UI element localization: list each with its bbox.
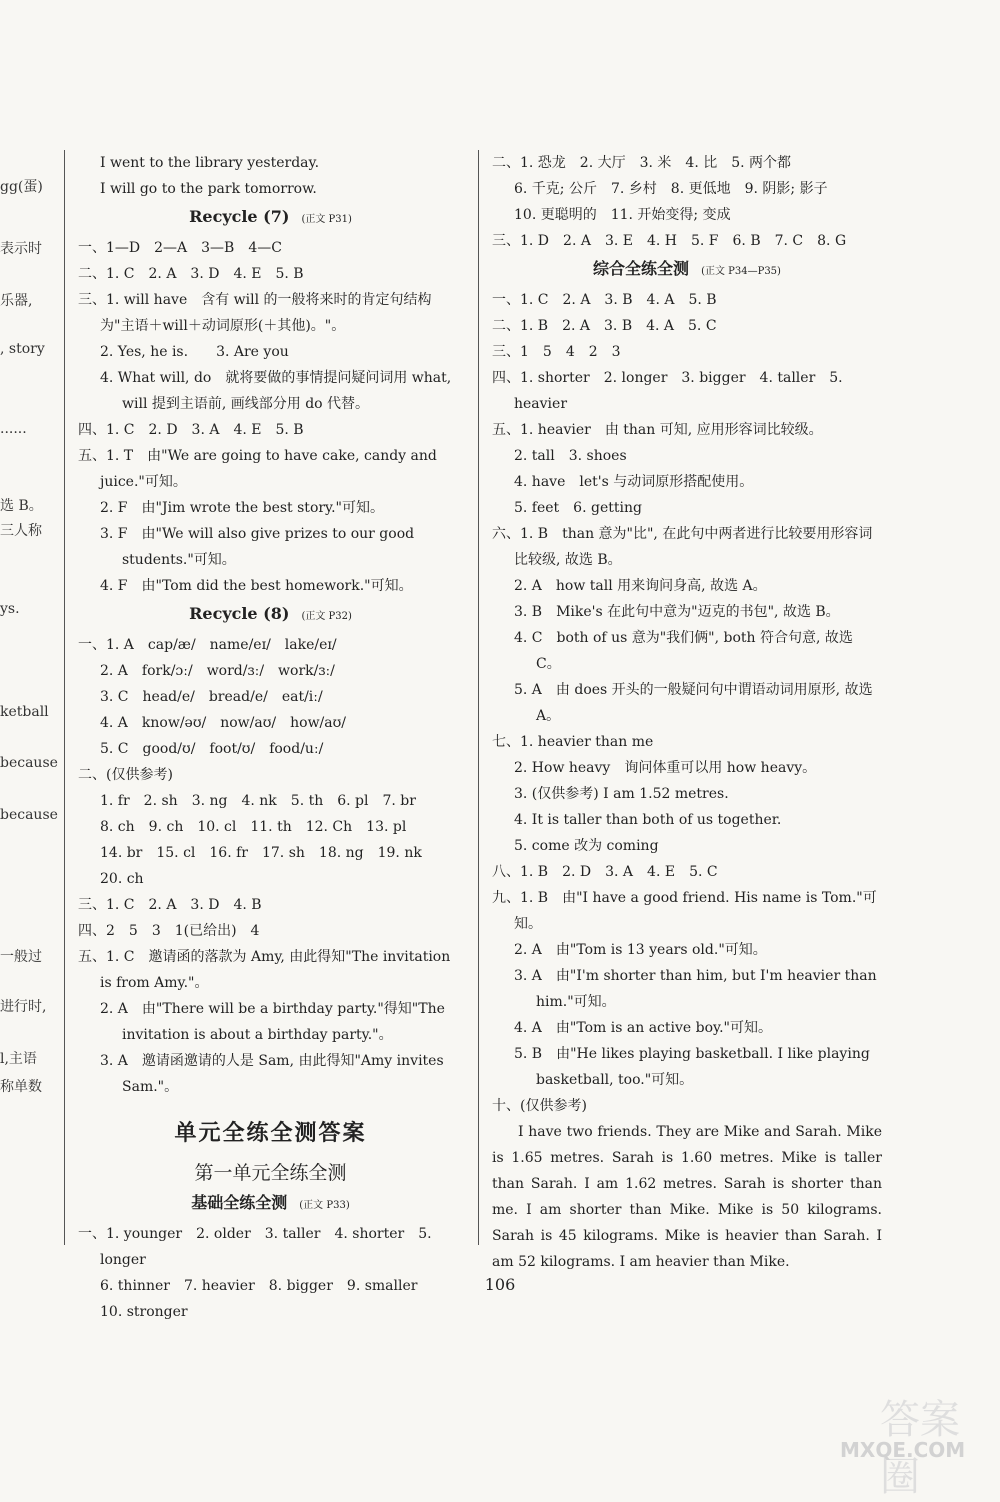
page-number: 106 xyxy=(484,1275,516,1294)
answer-line: 5. A 由 does 开头的一般疑问句中谓语动词用原形, 故选 A。 xyxy=(514,682,873,724)
left-fragment: 一般过 xyxy=(0,949,42,965)
section-heading-comprehensive xyxy=(492,256,882,285)
watermark xyxy=(840,1388,990,1500)
left-fragment: ...... xyxy=(0,421,27,437)
answer-line: 1. fr 2. sh 3. ng 4. nk 5. th 6. pl 7. br xyxy=(100,793,416,809)
left-fragment: ketball xyxy=(0,704,49,720)
answer-line: 一、1. A cap/æ/ name/eɪ/ lake/eɪ/ xyxy=(78,637,337,653)
answer-line: 一、1—D 2—A 3—B 4—C xyxy=(78,240,282,256)
left-fragment: gg(蛋) xyxy=(0,179,43,195)
answer-line: 二、(仅供参考) xyxy=(78,767,173,783)
answer-line: 3. F 由"We will also give prizes to our good students."可知。 xyxy=(100,526,415,568)
answer-line: 二、1. B 2. A 3. B 4. A 5. C xyxy=(492,318,717,334)
left-fragment: 乐器, xyxy=(0,293,33,309)
left-fragment: 三人称 xyxy=(0,523,42,539)
column-rule-middle xyxy=(478,150,479,1245)
answer-line: 6. 千克; 公斤 7. 乡村 8. 更低地 9. 阴影; 影子 xyxy=(514,181,828,197)
answer-line: 20. ch xyxy=(100,871,144,887)
page-ref: (正文 P33) xyxy=(299,1200,350,1211)
answer-line: 2. A fork/ɔː/ word/ɜː/ work/ɜː/ xyxy=(100,663,335,679)
answer-line: 五、1. heavier 由 than 可知, 应用形容词比较级。 xyxy=(492,422,823,438)
page-ref: (正文 P32) xyxy=(301,611,352,622)
answer-line: 二、1. C 2. A 3. D 4. E 5. B xyxy=(78,266,304,282)
answer-line: 一、1. C 2. A 3. B 4. A 5. B xyxy=(492,292,717,308)
answer-line: 6. thinner 7. heavier 8. bigger 9. smaller xyxy=(100,1278,418,1294)
answer-line: 2. F 由"Jim wrote the best story."可知。 xyxy=(100,500,384,516)
answer-line: 四、1. C 2. D 3. A 4. E 5. B xyxy=(78,422,304,438)
left-fragment: 选 B。 xyxy=(0,498,43,514)
answer-line: 3. (仅供参考) I am 1.52 metres. xyxy=(514,786,729,802)
answer-column-1 xyxy=(78,150,463,1325)
answer-line: 5. C good/ʊ/ foot/ʊ/ food/uː/ xyxy=(100,741,324,757)
left-fragment: 表示时 xyxy=(0,241,42,257)
answer-line: 14. br 15. cl 16. fr 17. sh 18. ng 19. nk xyxy=(100,845,422,861)
left-fragment: 进行时, xyxy=(0,999,47,1015)
left-fragment: because xyxy=(0,807,58,823)
answer-line: 九、1. B 由"I have a good friend. His name is Tom."可知。 xyxy=(492,890,877,932)
vocab-answers xyxy=(492,150,882,254)
left-fragment: l,主语 xyxy=(0,1051,37,1067)
unit-answers-title: 单元全练全测答案 xyxy=(174,1120,367,1146)
answer-line: 七、1. heavier than me xyxy=(492,734,654,750)
section-heading-recycle-8 xyxy=(78,601,463,630)
left-fragment: 称单数 xyxy=(0,1079,42,1095)
answer-line: 四、2 5 3 1(已给出) 4 xyxy=(78,923,260,939)
left-fragment: ys. xyxy=(0,601,20,617)
answer-line: 3. A 由"I'm shorter than him, but I'm heavier than him."可知。 xyxy=(514,968,877,1010)
heading-text: Recycle (7) xyxy=(189,207,290,226)
answer-line: 5. feet 6. getting xyxy=(514,500,642,516)
answer-line: 2. Yes, he is. 3. Are you xyxy=(100,344,289,360)
answer-line: 三、1. D 2. A 3. E 4. H 5. F 6. B 7. C 8. G xyxy=(492,233,847,249)
section-heading-basic xyxy=(78,1190,463,1219)
page-ref: (正文 P34—P35) xyxy=(701,266,781,277)
answer-line: 四、1. shorter 2. longer 3. bigger 4. taller 5. heavier xyxy=(492,370,843,412)
answer-line: 2. How heavy 询问体重可以用 how heavy。 xyxy=(514,760,817,776)
left-fragment: , story xyxy=(0,341,45,357)
answer-line: 8. ch 9. ch 10. cl 11. th 12. Ch 13. pl xyxy=(100,819,407,835)
answer-line: 2. A how tall 用来询问身高, 故选 A。 xyxy=(514,578,767,594)
text-line: I will go to the park tomorrow. xyxy=(100,181,317,197)
watermark-logo: 答案圈 xyxy=(880,1397,960,1500)
answer-line: 5. B 由"He likes playing basketball. I like playing basketball, too."可知。 xyxy=(514,1046,870,1088)
answer-line: 五、1. C 邀请函的落款为 Amy, 由此得知"The invitation is from Amy."。 xyxy=(78,949,451,991)
sample-essay: I have two friends. They are Mike and Sarah. Mike is 1.65 metres. Sarah is 1.60 metres. Mike is taller than Sarah. I am 1.62 metres. Sarah is shorter than me. I am shorter than Mike. Mike is 50 kilograms. Sarah is 45 kilograms. Mike is heavier than Sarah. I am 52 kilograms. I am heavier than Mike. xyxy=(492,1124,882,1270)
answer-line: 4. C both of us 意为"我们俩", both 符合句意, 故选 C。 xyxy=(514,630,853,672)
heading-text: 基础全练全测 xyxy=(191,1193,288,1212)
answer-line: 5. come 改为 coming xyxy=(514,838,659,854)
recycle-8-answers xyxy=(78,632,463,1100)
answer-line: 三、1. will have 含有 will 的一般将来时的肯定句结构为"主语＋will＋动词原形(＋其他)。"。 xyxy=(78,292,432,334)
heading-text: 综合全练全测 xyxy=(593,259,690,278)
answer-line: 3. C head/e/ bread/e/ eat/iː/ xyxy=(100,689,323,705)
basic-answers xyxy=(78,1221,463,1325)
answer-line: 八、1. B 2. D 3. A 4. E 5. C xyxy=(492,864,718,880)
section-heading-recycle-7 xyxy=(78,204,463,233)
unit-1-title: 第一单元全练全测 xyxy=(194,1162,347,1184)
answer-line: 2. tall 3. shoes xyxy=(514,448,627,464)
answer-line: 十、(仅供参考) xyxy=(492,1098,587,1114)
answer-line: 2. A 由"There will be a birthday party."得知"The invitation is about a birthday party."。 xyxy=(100,1001,445,1043)
answer-line: 4. have let's 与动词原形搭配使用。 xyxy=(514,474,754,490)
column-rule-left xyxy=(64,150,65,1245)
answer-line: 六、1. B than 意为"比", 在此句中两者进行比较要用形容词比较级, 故选 B。 xyxy=(492,526,873,568)
answer-line: 10. 更聪明的 11. 开始变得; 变成 xyxy=(514,207,731,223)
heading-text: Recycle (8) xyxy=(189,604,290,623)
answer-line: 4. What will, do 就将要做的事情提问疑问词用 what, will 提到主语前, 画线部分用 do 代替。 xyxy=(100,370,452,412)
answer-line: 3. A 邀请函邀请的人是 Sam, 由此得知"Amy invites Sam."。 xyxy=(100,1053,444,1095)
comprehensive-answers xyxy=(492,287,882,1119)
answer-line: 4. F 由"Tom did the best homework."可知。 xyxy=(100,578,413,594)
left-fragment: because xyxy=(0,755,58,771)
answer-line: 五、1. T 由"We are going to have cake, candy and juice."可知。 xyxy=(78,448,437,490)
answer-line: 三、1. C 2. A 3. D 4. B xyxy=(78,897,262,913)
answer-line: 一、1. younger 2. older 3. taller 4. shorter 5. longer xyxy=(78,1226,432,1268)
answer-line: 4. A know/əʊ/ now/aʊ/ how/aʊ/ xyxy=(100,715,347,731)
answer-line: 4. It is taller than both of us together. xyxy=(514,812,782,828)
recycle-7-answers xyxy=(78,235,463,599)
page-ref: (正文 P31) xyxy=(301,214,352,225)
answer-line: 2. A 由"Tom is 13 years old."可知。 xyxy=(514,942,767,958)
text-line: I went to the library yesterday. xyxy=(100,155,320,171)
answer-line: 三、1 5 4 2 3 xyxy=(492,344,621,360)
answer-line: 二、1. 恐龙 2. 大厅 3. 米 4. 比 5. 两个都 xyxy=(492,155,792,171)
answer-line: 3. B Mike's 在此句中意为"迈克的书包", 故选 B。 xyxy=(514,604,840,620)
answer-line: 10. stronger xyxy=(100,1304,188,1320)
answer-column-2 xyxy=(492,150,882,1275)
watermark-url: MXQE.COM xyxy=(840,1438,966,1462)
answer-line: 4. A 由"Tom is an active boy."可知。 xyxy=(514,1020,772,1036)
